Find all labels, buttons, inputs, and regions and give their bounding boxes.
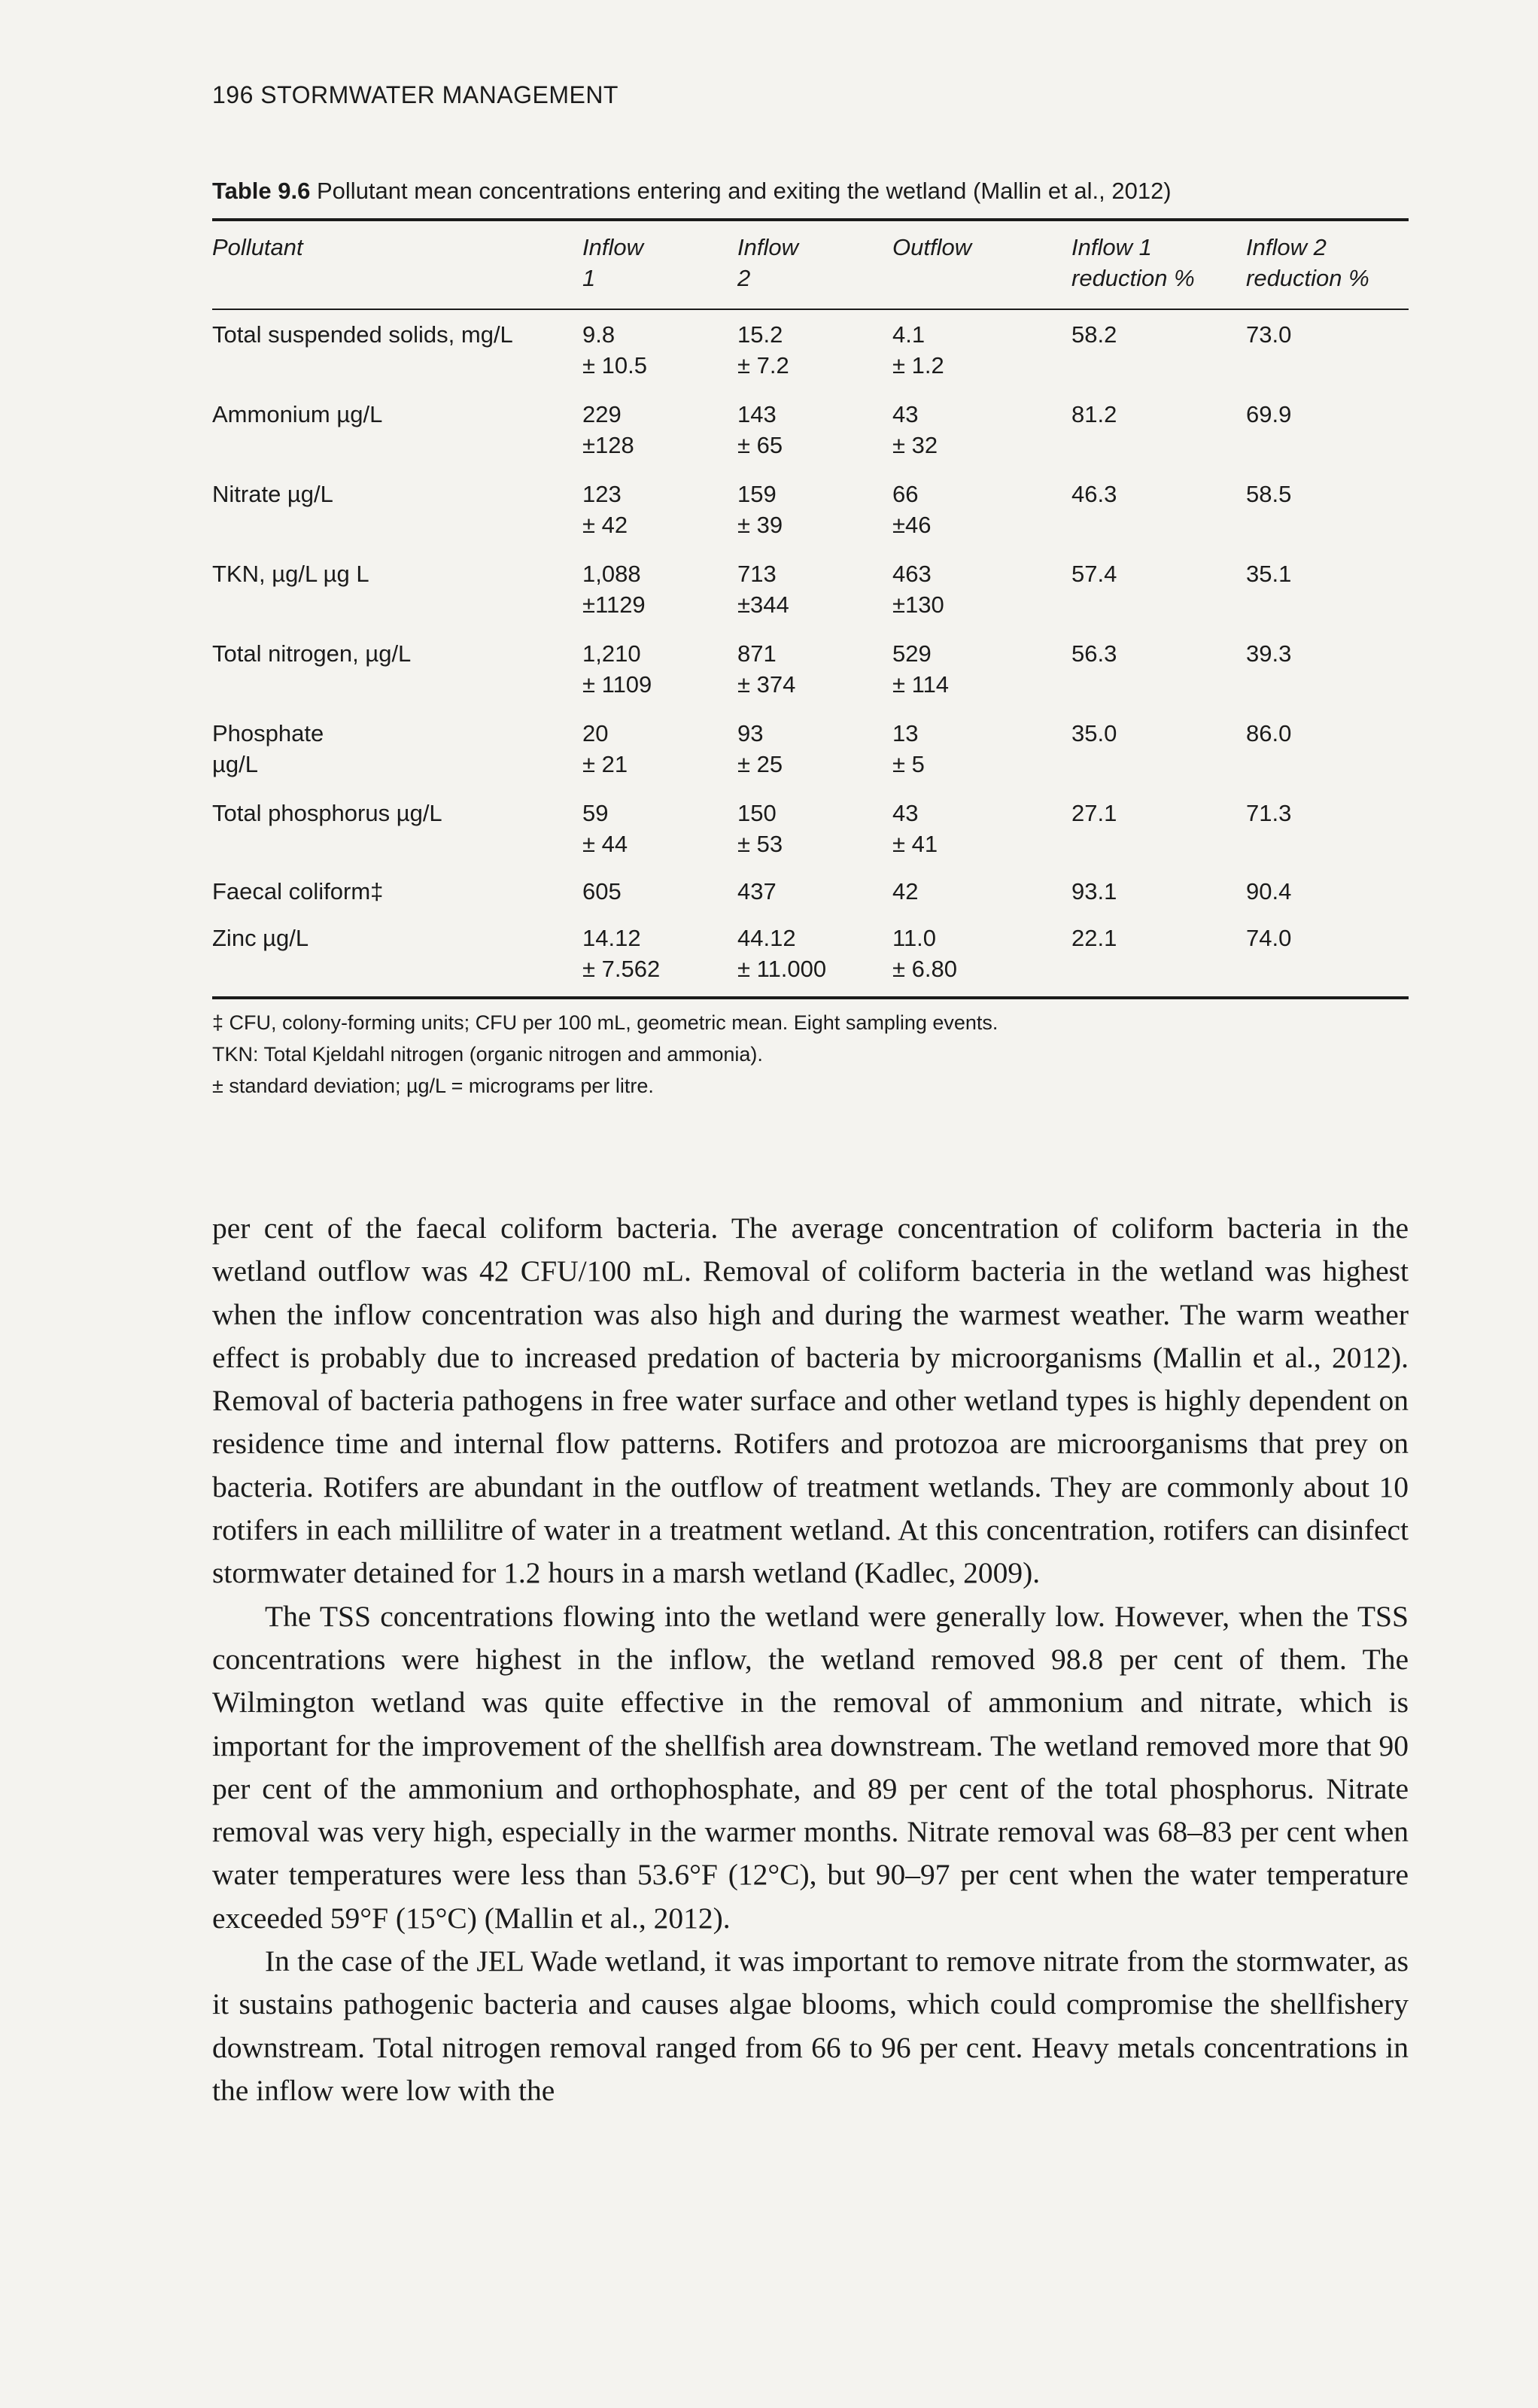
running-head: 196 STORMWATER MANAGEMENT <box>212 81 619 108</box>
cell-inflow-2: 437 <box>737 878 777 905</box>
table-caption-number: Table 9.6 <box>212 178 311 204</box>
cell-inflow-2-reduction: 39.3 <box>1246 640 1292 667</box>
cell-inflow-2: 159 ± 39 <box>737 481 783 538</box>
cell-inflow-1: 1,210 ± 1109 <box>582 640 652 698</box>
paragraph: The TSS concentrations flowing into the wetland were generally low. However, when the TSS concentrations were highest in the inflow, the wetland removed 98.8 per cent of them. The Wilmington wetland was quite effective in the removal of ammonium and nitrate, which is important for the improvement of the shellfish area downstream. The wetland removed more that 90 per cent of the ammonium and orthophosphate, and 89 per cent of the total phosphorus. Nitrate removal was very high, especially in the warmer months. Nitrate removal was 68–83 per cent when water temperatures were less than 53.6°F (12°C), but 90–97 per cent when the water temperature exceeded 59°F (15°C) (Mallin et al., 2012). <box>212 1599 1409 1935</box>
cell-inflow-2: 15.2 ± 7.2 <box>737 321 789 379</box>
cell-outflow: 529 ± 114 <box>892 640 950 698</box>
table-note: ± standard deviation; µg/L = micrograms per litre. <box>212 1075 654 1097</box>
cell-outflow: 4.1 ± 1.2 <box>892 321 944 379</box>
cell-pollutant: Ammonium µg/L <box>212 401 383 427</box>
table-note: TKN: Total Kjeldahl nitrogen (organic nitrogen and ammonia). <box>212 1043 763 1066</box>
cell-inflow-1: 9.8 ± 10.5 <box>582 321 647 379</box>
cell-pollutant: TKN, µg/L µg L <box>212 561 369 587</box>
table-top-rule <box>212 218 1409 221</box>
cell-inflow-1-reduction: 81.2 <box>1071 401 1117 427</box>
cell-pollutant: Total nitrogen, µg/L <box>212 640 412 667</box>
header-inflow-2-reduction: Inflow 2 reduction % <box>1246 234 1369 291</box>
cell-outflow: 43 ± 41 <box>892 800 938 857</box>
cell-inflow-2: 871 ± 374 <box>737 640 796 698</box>
cell-pollutant: Zinc µg/L <box>212 925 309 951</box>
cell-inflow-2-reduction: 35.1 <box>1246 561 1292 587</box>
cell-pollutant: Total phosphorus µg/L <box>212 800 442 826</box>
cell-inflow-2-reduction: 74.0 <box>1246 925 1292 951</box>
header-pollutant: Pollutant <box>212 234 303 260</box>
cell-pollutant: Faecal coliform‡ <box>212 878 384 905</box>
table-caption-text: Pollutant mean concentrations entering and exiting the wetland (Mallin et al., 2012) <box>317 178 1172 204</box>
cell-outflow: 463 ±130 <box>892 561 944 618</box>
cell-inflow-1: 123 ± 42 <box>582 481 628 538</box>
cell-inflow-1: 605 <box>582 878 622 905</box>
cell-inflow-1: 59 ± 44 <box>582 800 628 857</box>
cell-pollutant: Nitrate µg/L <box>212 481 333 507</box>
cell-inflow-1-reduction: 27.1 <box>1071 800 1117 826</box>
cell-inflow-1-reduction: 22.1 <box>1071 925 1117 951</box>
cell-inflow-1-reduction: 46.3 <box>1071 481 1117 507</box>
cell-inflow-2-reduction: 69.9 <box>1246 401 1292 427</box>
cell-inflow-1-reduction: 56.3 <box>1071 640 1117 667</box>
cell-inflow-1: 1,088 ±1129 <box>582 561 646 618</box>
cell-inflow-2-reduction: 86.0 <box>1246 720 1292 746</box>
cell-outflow: 11.0 ± 6.80 <box>892 925 957 982</box>
header-inflow-1-reduction: Inflow 1 reduction % <box>1071 234 1195 291</box>
cell-inflow-1-reduction: 93.1 <box>1071 878 1117 905</box>
cell-inflow-2: 143 ± 65 <box>737 401 783 458</box>
body-text <box>212 1207 1409 2112</box>
cell-outflow: 43 ± 32 <box>892 401 938 458</box>
cell-inflow-1-reduction: 57.4 <box>1071 561 1117 587</box>
cell-inflow-2-reduction: 90.4 <box>1246 878 1292 905</box>
cell-inflow-2: 44.12 ± 11.000 <box>737 925 827 982</box>
cell-outflow: 13 ± 5 <box>892 720 925 777</box>
cell-inflow-2-reduction: 71.3 <box>1246 800 1292 826</box>
table-bottom-rule <box>212 996 1409 999</box>
cell-inflow-2: 713 ±344 <box>737 561 789 618</box>
cell-inflow-2: 150 ± 53 <box>737 800 783 857</box>
table-notes <box>212 1007 1409 1102</box>
cell-outflow: 66 ±46 <box>892 481 932 538</box>
cell-inflow-1-reduction: 58.2 <box>1071 321 1117 348</box>
cell-inflow-1: 14.12 ± 7.562 <box>582 925 661 982</box>
cell-pollutant: Phosphate µg/L <box>212 720 324 777</box>
paragraph: per cent of the faecal coliform bacteria. The average concentration of coliform bacteria in the wetland outflow was 42 CFU/100 mL. Removal of coliform bacteria in the wetland was highest when the inflow concentration was also high and during the warmest weather. The warm weather effect is probably due to increased predation of bacteria by microorganisms (Mallin et al., 2012). Removal of bacteria pathogens in free water surface and other wetland types is highly dependent on residence time and internal flow patterns. Rotifers and protozoa are microorganisms that prey on bacteria. Rotifers are abundant in the outflow of treatment wetlands. They are commonly about 10 rotifers in each millilitre of water in a treatment wetland. At this concentration, rotifers can disinfect stormwater detained for 1.2 hours in a marsh wetland (Kadlec, 2009). <box>212 1212 1409 1590</box>
table-note: ‡ CFU, colony-forming units; CFU per 100 mL, geometric mean. Eight sampling events. <box>212 1011 998 1034</box>
table-caption <box>212 178 1409 205</box>
cell-inflow-1-reduction: 35.0 <box>1071 720 1117 746</box>
cell-pollutant: Total suspended solids, mg/L <box>212 321 513 348</box>
cell-inflow-1: 20 ± 21 <box>582 720 628 777</box>
table-header-rule <box>212 309 1409 310</box>
header-outflow: Outflow <box>892 234 972 260</box>
cell-inflow-1: 229 ±128 <box>582 401 634 458</box>
header-inflow-2: Inflow 2 <box>737 234 798 291</box>
header-inflow-1: Inflow 1 <box>582 234 643 291</box>
cell-inflow-2-reduction: 58.5 <box>1246 481 1292 507</box>
cell-inflow-2: 93 ± 25 <box>737 720 783 777</box>
cell-outflow: 42 <box>892 878 919 905</box>
paragraph: In the case of the JEL Wade wetland, it was important to remove nitrate from the stormwater, as it sustains pathogenic bacteria and causes algae blooms, which could compromise the shellfishery downstream. Total nitrogen removal ranged from 66 to 96 per cent. Heavy metals concentrations in the inflow were low with the <box>212 1944 1409 2107</box>
cell-inflow-2-reduction: 73.0 <box>1246 321 1292 348</box>
